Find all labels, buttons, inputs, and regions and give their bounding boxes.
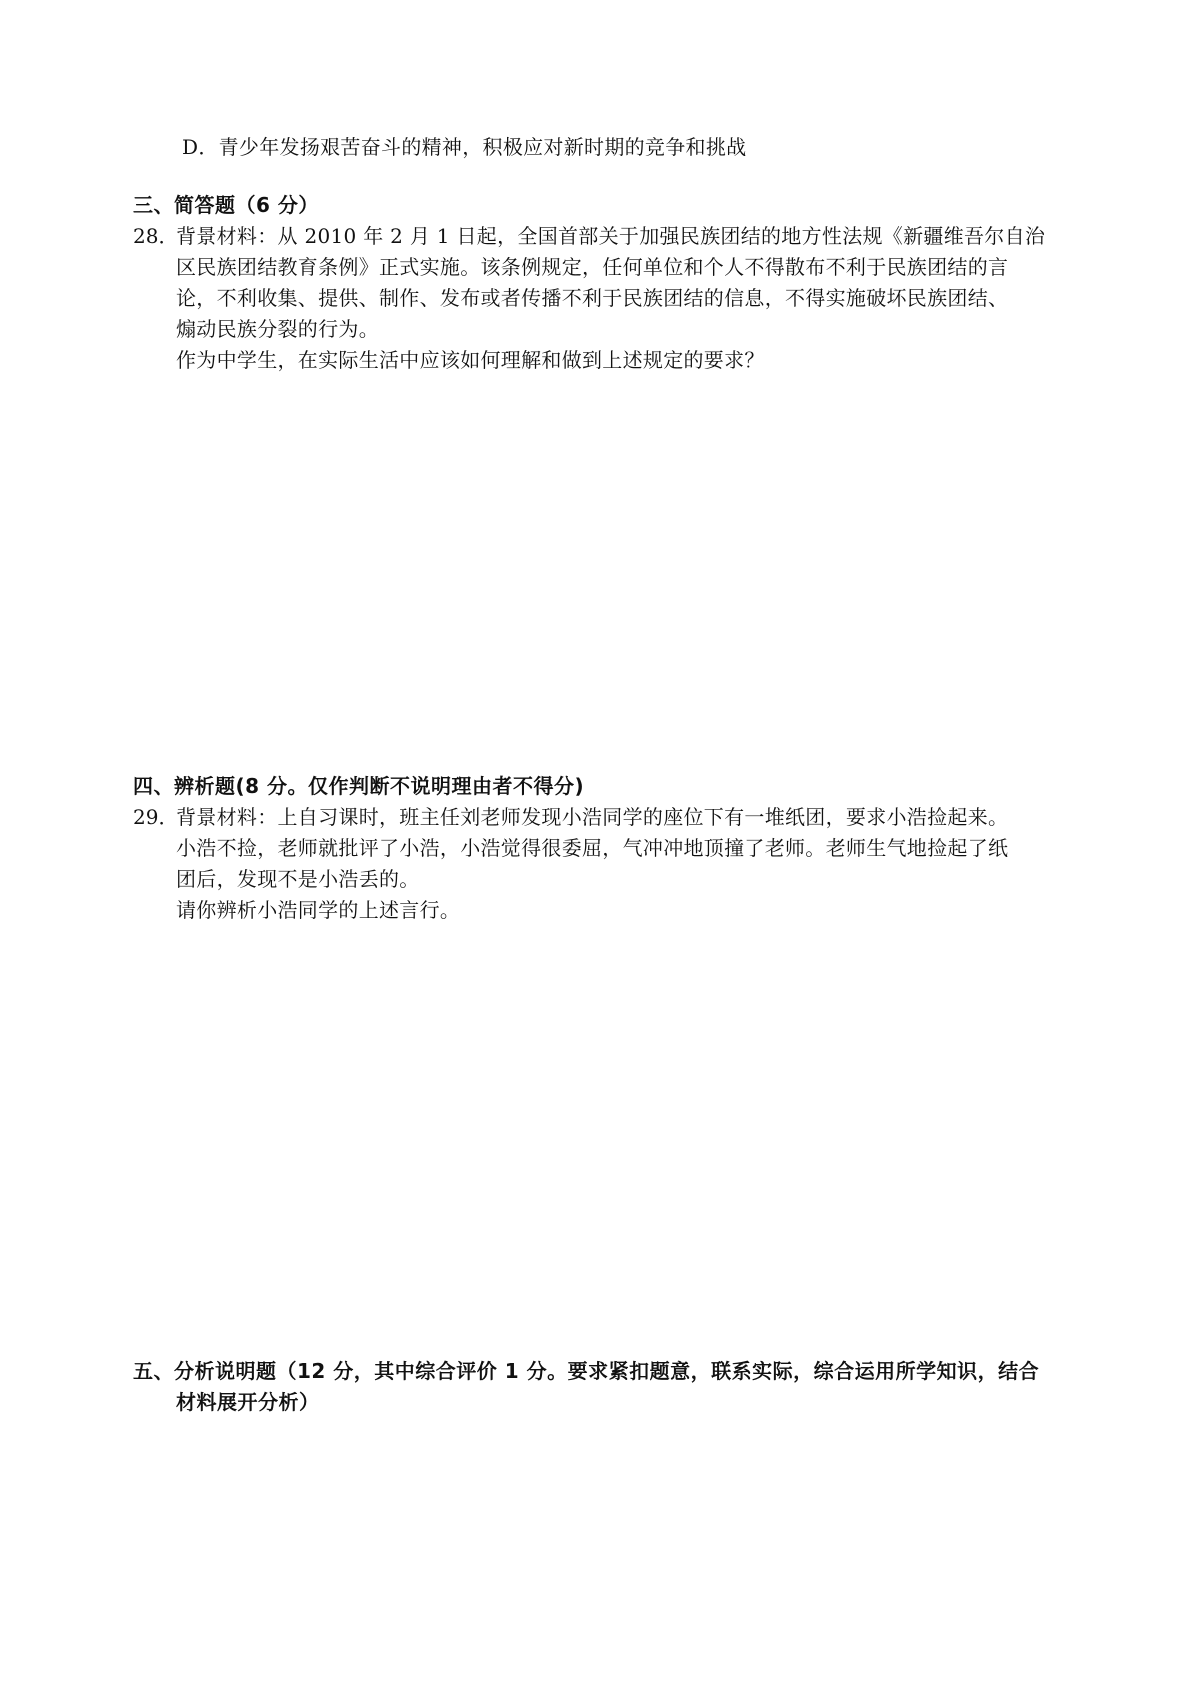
question-28-line-4: 煽动民族分裂的行为。 bbox=[176, 317, 379, 341]
section-5-heading-line-2: 材料展开分析） bbox=[176, 1390, 320, 1414]
question-29-prompt: 请你辨析小浩同学的上述言行。 bbox=[176, 898, 461, 922]
section-4-heading: 四、辨析题(8 分。仅作判断不说明理由者不得分) bbox=[133, 774, 585, 798]
question-28-line-3: 论，不利收集、提供、制作、发布或者传播不利于民族团结的信息，不得实施破坏民族团结、 bbox=[176, 286, 1009, 310]
question-28-line-1: 背景材料：从 2010 年 2 月 1 日起，全国首部关于加强民族团结的地方性法规《新疆维吾尔自治 bbox=[176, 224, 1046, 248]
question-28-line-2: 区民族团结教育条例》正式实施。该条例规定，任何单位和个人不得散布不利于民族团结的言 bbox=[176, 255, 1009, 279]
question-29-number: 29． bbox=[133, 805, 179, 829]
section-5-heading-line-1: 五、分析说明题（12 分，其中综合评价 1 分。要求紧扣题意，联系实际，综合运用所学知识，结合 bbox=[133, 1359, 1040, 1383]
question-28-prompt: 作为中学生，在实际生活中应该如何理解和做到上述规定的要求？ bbox=[176, 348, 765, 372]
option-d: D．青少年发扬艰苦奋斗的精神，积极应对新时期的竞争和挑战 bbox=[182, 135, 747, 159]
question-29-line-1: 背景材料：上自习课时，班主任刘老师发现小浩同学的座位下有一堆纸团，要求小浩捡起来。 bbox=[176, 805, 1009, 829]
section-3-heading: 三、简答题（6 分） bbox=[133, 193, 319, 217]
question-29-line-3: 团后，发现不是小浩丢的。 bbox=[176, 867, 420, 891]
question-29-line-2: 小浩不捡，老师就批评了小浩，小浩觉得很委屈，气冲冲地顶撞了老师。老师生气地捡起了纸 bbox=[176, 836, 1009, 860]
question-28-number: 28． bbox=[133, 224, 179, 248]
